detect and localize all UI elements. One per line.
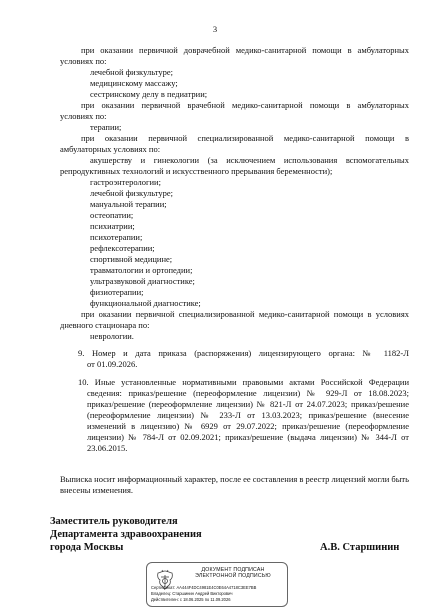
stamp-certificate: Сертификат: AA444F4DC4981E4C0E64A4718C3EE7BB [151,585,257,590]
item10-line: приказ/решение (переоформление лицензии) № 821-Л от 24.07.2023; приказ/решение [87,399,409,409]
list-line: спортивной медицине; [90,254,173,264]
list-line: травматологии и ортопедии; [90,265,193,275]
list-line: при оказании первичной специализированной медико-санитарной помощи в условиях [81,309,409,319]
list-line: гастроэнтерологии; [90,177,161,187]
list-line: физиотерапии; [90,287,144,297]
list-line: ультразвуковой диагностике; [90,276,195,286]
list-line: терапии; [90,122,122,132]
signatory-title: Департамента здравоохранения [50,529,202,540]
item9-line: от 01.09.2026. [87,359,138,369]
stamp-title-line: ДОКУМЕНТ ПОДПИСАН [201,567,265,573]
list-line: условиях по: [60,111,107,121]
item10-line: сведения: приказ/решение (переоформление лицензии) № 929-Л от 18.08.2023; [87,388,409,398]
item10-line: (переоформление лицензии) № 233-Л от 13.03.2023; приказ/решение (внесение [87,410,409,420]
list-line: лечебной физкультуре; [90,67,173,77]
stamp-title-line: ЭЛЕКТРОННОЙ ПОДПИСЬЮ [195,573,271,579]
note-line: Выписка носит информационный характер, после ее составления в реестр лицензий могли быть [60,474,409,484]
list-line: мануальной терапии; [90,199,167,209]
list-line: сестринскому делу в педиатрии; [90,89,208,99]
list-line: дневного стационара по: [60,320,150,330]
list-line: при оказании первичной врачебной медико-санитарной помощи в амбулаторных [81,100,409,110]
stamp-title [181,567,285,579]
list-line: остеопатии; [90,210,134,220]
signatory-title: Заместитель руководителя [50,516,178,527]
stamp-owner: Владелец: Старшинин Андрей Викторович [151,591,233,596]
stamp-validity: Действителен: с 18.06.2025 по 11.09.2026 [151,597,231,602]
list-line: репродуктивных технологий и искусственного прерывания беременности); [60,166,333,176]
item10-line: изменений в лицензию) № 6929 от 29.07.2022; приказ/решение (переоформление [87,421,409,431]
item10-line: 23.06.2015. [87,443,128,453]
list-line: неврологии. [90,331,134,341]
item10-line: 10. Иные установленные нормативными правовыми актами Российской Федерации [78,377,409,387]
list-line: лечебной физкультуре; [90,188,173,198]
list-line: психиатрии; [90,221,135,231]
signatory-title: города Москвы [50,542,124,553]
page-number: 3 [212,24,218,34]
list-line: условиях по: [60,56,107,66]
list-line: при оказании первичной специализированной медико-санитарной помощи в [81,133,409,143]
list-line: медицинскому массажу; [90,78,178,88]
list-line: функциональной диагностике; [90,298,201,308]
item9-line: 9. Номер и дата приказа (распоряжения) лицензирующего органа: № 1182-Л [78,348,409,358]
note-line: внесены изменения. [60,485,133,495]
list-line: при оказании первичной доврачебной медико-санитарной помощи в амбулаторных [81,45,409,55]
list-line: рефлексотерапии; [90,243,155,253]
item10-line: лицензии) № 784-Л от 02.09.2021; приказ/решение (выдача лицензии) № 344-Л от [87,432,409,442]
list-line: психотерапии; [90,232,143,242]
list-line: акушерству и гинекологии (за исключением использования вспомогательных [90,155,409,165]
signatory-name: А.В. Старшинин [320,542,400,553]
list-line: амбулаторных условиях по: [60,144,161,154]
electronic-signature-stamp [146,562,288,607]
